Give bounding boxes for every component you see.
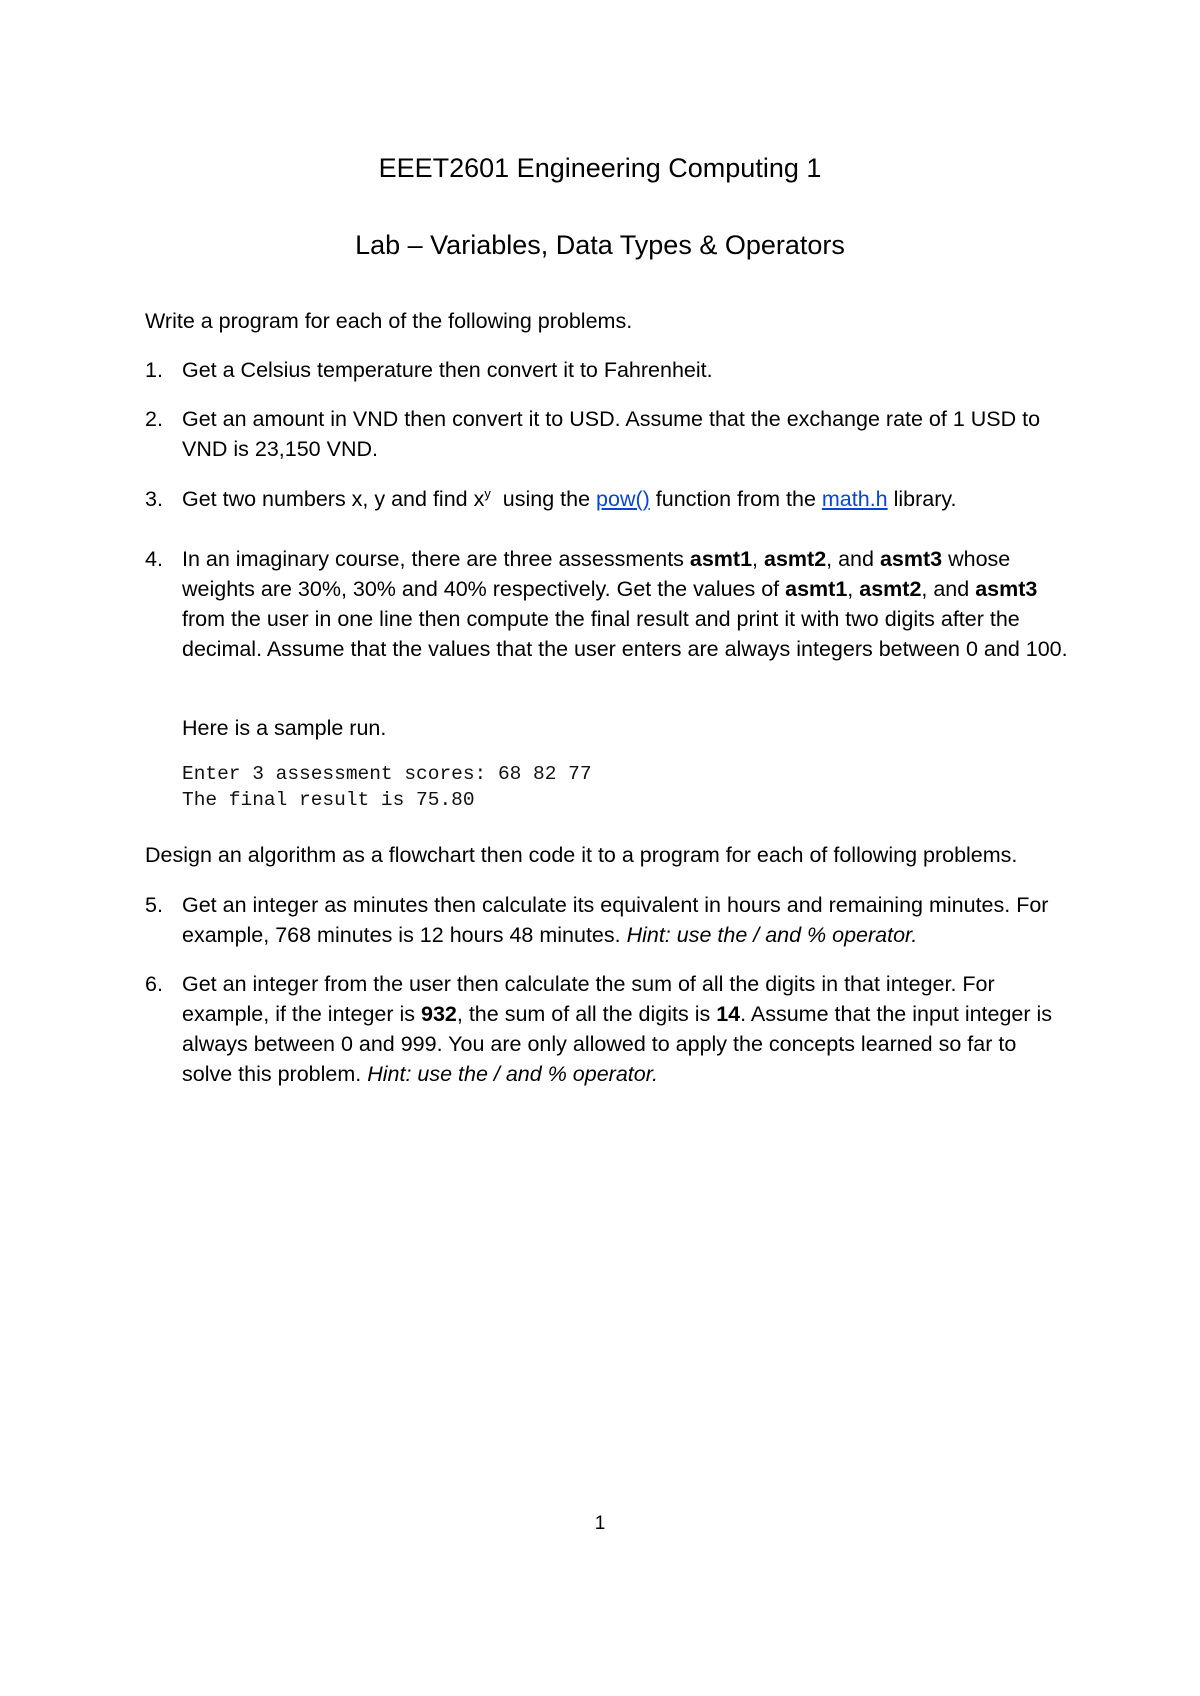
variable-name: asmt2	[859, 577, 922, 601]
problem-text	[182, 969, 1072, 1089]
superscript-y: y	[484, 485, 491, 501]
text-run: Get an integer as minutes then calculate its equivalent in hours and remaining minutes. For example, 768 minutes is 12 hours 48 minutes.	[182, 893, 1049, 947]
intro-text: Write a program for each of the following problems.	[145, 309, 633, 333]
text-run: ,	[752, 547, 764, 571]
variable-name: asmt2	[764, 547, 827, 571]
sample-run-label: Here is a sample run.	[182, 716, 387, 740]
section-2-text: Design an algorithm as a flowchart then code it to a program for each of following problems.	[145, 843, 1018, 867]
text-run: , and	[921, 577, 976, 601]
text-run: Get an integer from the user then calculate the sum of all the digits in that integer. For example, if the integer is	[182, 972, 995, 1026]
variable-name: asmt3	[879, 547, 943, 571]
math-h-link[interactable]: math.h	[821, 487, 888, 511]
problem-number: 6.	[145, 972, 163, 996]
problem-number: 5.	[145, 893, 163, 917]
text-run: Get two numbers x, y and find x	[182, 487, 485, 511]
bold-value: 14	[716, 1002, 741, 1026]
text-run: In an imaginary course, there are three assessments	[182, 547, 690, 571]
variable-name: asmt1	[689, 547, 753, 571]
problem-text: Get a Celsius temperature then convert it to Fahrenheit.	[182, 358, 713, 382]
text-run: function from the	[649, 487, 822, 511]
text-run: ,	[847, 577, 860, 601]
page-number: 1	[594, 1513, 606, 1534]
problem-number: 2.	[145, 407, 163, 431]
text-run: . Assume that the input integer is always between 0 and 999. You are only allowed to apply the concepts learned so far to solve this problem.	[182, 1002, 1053, 1086]
text-run: , the sum of all the digits is	[456, 1002, 717, 1026]
problem-number: 3.	[145, 487, 163, 511]
lab-title: Lab – Variables, Data Types & Operators	[355, 230, 845, 260]
problem-number: 1.	[145, 358, 163, 382]
problem-number: 4.	[145, 547, 163, 571]
hint-text: Hint: use the / and % operator.	[367, 1062, 659, 1086]
text-run: , and	[826, 547, 880, 571]
problem-text	[182, 484, 1072, 514]
text-run: using the	[490, 487, 597, 511]
problem-text	[182, 890, 1072, 950]
text-run: library.	[887, 487, 957, 511]
variable-name: asmt3	[975, 577, 1038, 601]
bold-value: 932	[421, 1002, 457, 1026]
hint-text: Hint: use the / and % operator.	[626, 923, 918, 947]
pow-function-link[interactable]: pow()	[596, 487, 650, 511]
problem-text: Get an amount in VND then convert it to USD. Assume that the exchange rate of 1 USD to VND is 23,150 VND.	[182, 407, 1041, 461]
problem-text	[182, 544, 1072, 664]
text-run: whose weights are 30%, 30% and 40% respectively. Get the values of	[182, 547, 1011, 601]
document-title: EEET2601 Engineering Computing 1	[378, 153, 822, 183]
text-run: from the user in one line then compute the final result and print it with two digits after the decimal. Assume that the values that the user enters are always integers between 0 and 100.	[182, 607, 1068, 661]
code-line: The final result is 75.80	[182, 789, 475, 811]
variable-name: asmt1	[785, 577, 848, 601]
code-line: Enter 3 assessment scores: 68 82 77	[182, 763, 592, 785]
